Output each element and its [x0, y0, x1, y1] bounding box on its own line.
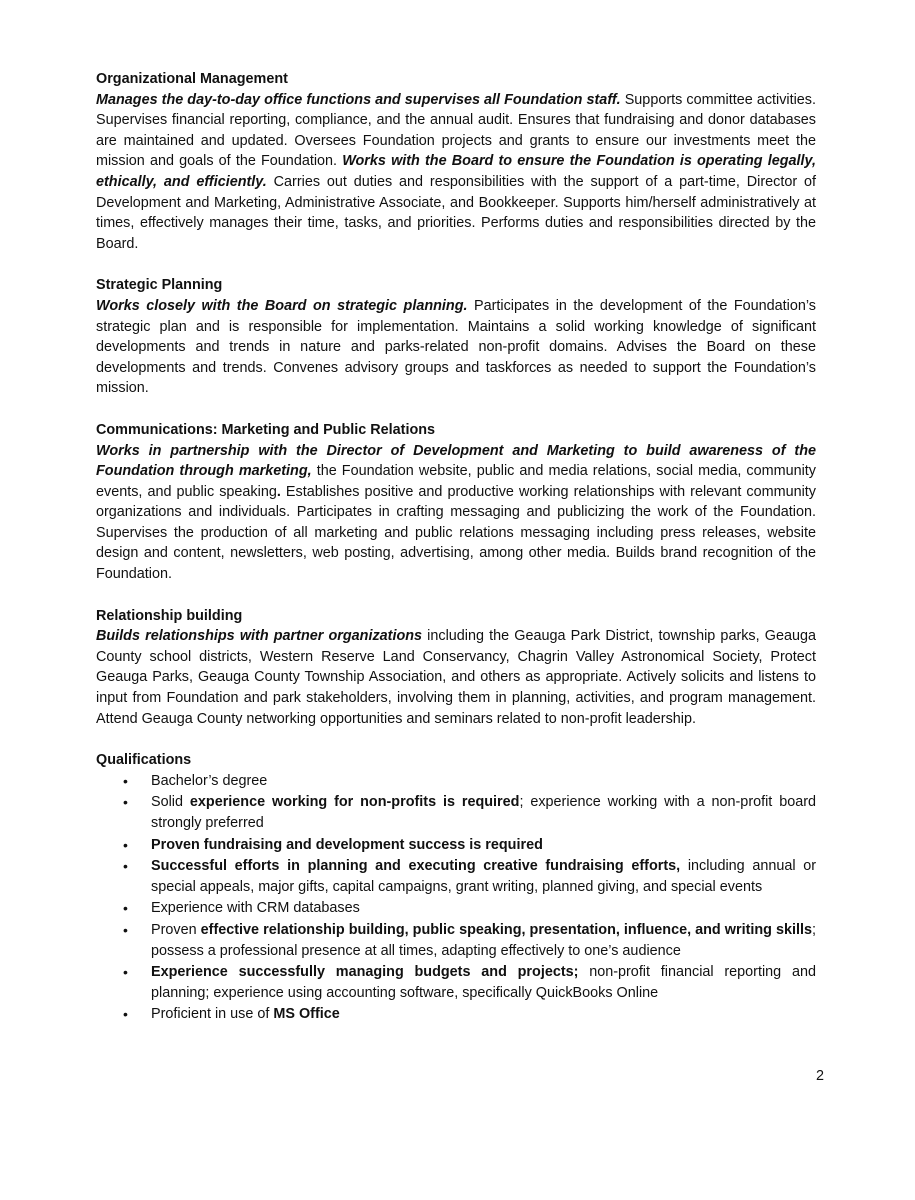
- sections-container: [96, 69, 816, 729]
- body-text: Bachelor’s degree: [151, 772, 268, 789]
- section-paragraph: [96, 90, 816, 255]
- emphasized-text: MS Office: [273, 1006, 340, 1023]
- page-number: 2: [815, 1068, 824, 1084]
- emphasized-text: Works with the Board to ensure the Foundation is operating legally, ethically, and efficiently.: [96, 153, 816, 190]
- emphasized-text: Works closely with the Board on strategic planning.: [96, 297, 468, 314]
- body-text: non-profit financial reporting and planning; experience using accounting software, specifically QuickBooks Online: [151, 964, 816, 1001]
- section-communications-marketing-and-public-relations: [96, 420, 816, 585]
- bullet-icon: •: [123, 1006, 128, 1023]
- body-text: Participates in the development of the Foundation’s strategic plan and is responsible for implementation. Maintains a solid working knowledge of significant developments and trends in nature and parks-related non-profit domains. Advises the Board on these developments and trends. Convenes advisory groups and taskforces as needed to support the Foundation’s mission.: [96, 297, 816, 397]
- body-text: Supports committee activities. Supervises financial reporting, compliance, and the annual audit. Ensures that fundraising and donor databases are maintained and updated. Oversees Foundation projects and grants to ensure our investments meet the mission and goals of the Foundation.: [96, 91, 816, 170]
- body-text: Establishes positive and productive working relationships with relevant community organizations and individuals. Participates in crafting messaging and publicizing the work of the Foundation. Supervises the production of all marketing and public relations messaging including press releases, website design and content, newsletters, web posting, advertising, among other media. Builds brand recognition of the Foundation.: [96, 483, 816, 583]
- emphasized-text: Proven fundraising and development success is required: [151, 836, 543, 853]
- section-heading: Relationship building: [96, 607, 243, 624]
- bullet-icon: •: [123, 858, 128, 875]
- qualification-item: [96, 1004, 816, 1025]
- bullet-icon: •: [123, 794, 128, 811]
- emphasized-text: Builds relationships with partner organizations: [96, 628, 423, 645]
- body-text: ; possess a professional presence at all times, adapting effectively to one’s audience: [151, 921, 816, 959]
- section-paragraph: [96, 626, 816, 729]
- bullet-icon: •: [123, 900, 128, 917]
- section-paragraph: [96, 441, 816, 585]
- bullet-icon: •: [123, 772, 128, 789]
- emphasized-text: .: [276, 483, 281, 500]
- emphasized-text: Manages the day-to-day office functions and supervises all Foundation staff.: [96, 91, 621, 108]
- qualification-item: [96, 856, 816, 897]
- document-page: [96, 69, 816, 1046]
- qualification-item: [96, 920, 816, 961]
- section-heading: Communications: Marketing and Public Relations: [96, 421, 436, 438]
- qualification-item: [96, 792, 816, 833]
- emphasized-text: effective relationship building, public speaking, presentation, influence, and writing skills: [200, 921, 812, 938]
- body-text: ; experience working with a non-profit board strongly preferred: [151, 794, 817, 831]
- section-relationship-building: [96, 606, 816, 730]
- qualification-item: [96, 898, 816, 919]
- body-text: Experience with CRM databases: [151, 900, 360, 917]
- qualification-item: [96, 835, 816, 856]
- body-text: including the Geauga Park District, township parks, Geauga County school districts, Western Reserve Land Conservancy, Chagrin Valley Astronomical Society, Protect Geauga Parks, Geauga County Township Association, and others as appropriate. Actively solicits and listens to input from Foundation and park stakeholders, involving them in planning, activities, and program management. Attend Geauga County networking opportunities and seminars related to non-profit leadership.: [96, 628, 816, 727]
- section-strategic-planning: [96, 275, 816, 399]
- section-heading: Strategic Planning: [96, 277, 223, 294]
- bullet-icon: •: [123, 836, 128, 853]
- body-text: Proven: [151, 921, 201, 938]
- section-organizational-management: [96, 69, 816, 254]
- emphasized-text: Works in partnership with the Director of Development and Marketing to build awareness of the Foundation through marketing,: [96, 442, 816, 480]
- bullet-icon: •: [123, 964, 128, 981]
- body-text: Proficient in use of: [151, 1006, 274, 1023]
- body-text: the Foundation website, public and media relations, social media, community events, and public speaking: [96, 463, 816, 500]
- emphasized-text: Successful efforts in planning and executing creative fundraising efforts,: [151, 858, 681, 875]
- body-text: including annual or special appeals, major gifts, capital campaigns, grant writing, planned giving, and special events: [151, 858, 816, 895]
- qualifications-list: [96, 771, 816, 1025]
- qualifications-section: [96, 750, 816, 1025]
- bullet-icon: •: [123, 921, 128, 938]
- emphasized-text: Experience successfully managing budgets and projects;: [151, 964, 579, 981]
- section-paragraph: [96, 296, 816, 399]
- qualification-item: [96, 771, 816, 792]
- section-heading: Organizational Management: [96, 71, 288, 87]
- emphasized-text: experience working for non-profits is required: [189, 794, 520, 811]
- qualification-item: [96, 962, 816, 1003]
- body-text: Solid: [151, 794, 190, 811]
- qualifications-heading: Qualifications: [96, 752, 192, 769]
- body-text: Carries out duties and responsibilities with the support of a part-time, Director of Development and Marketing, Administrative Associate, and Bookkeeper. Supports him/herself administratively at times, effectively manages their time, tasks, and priorities. Performs duties and responsibilities directed by the Board.: [96, 173, 817, 252]
